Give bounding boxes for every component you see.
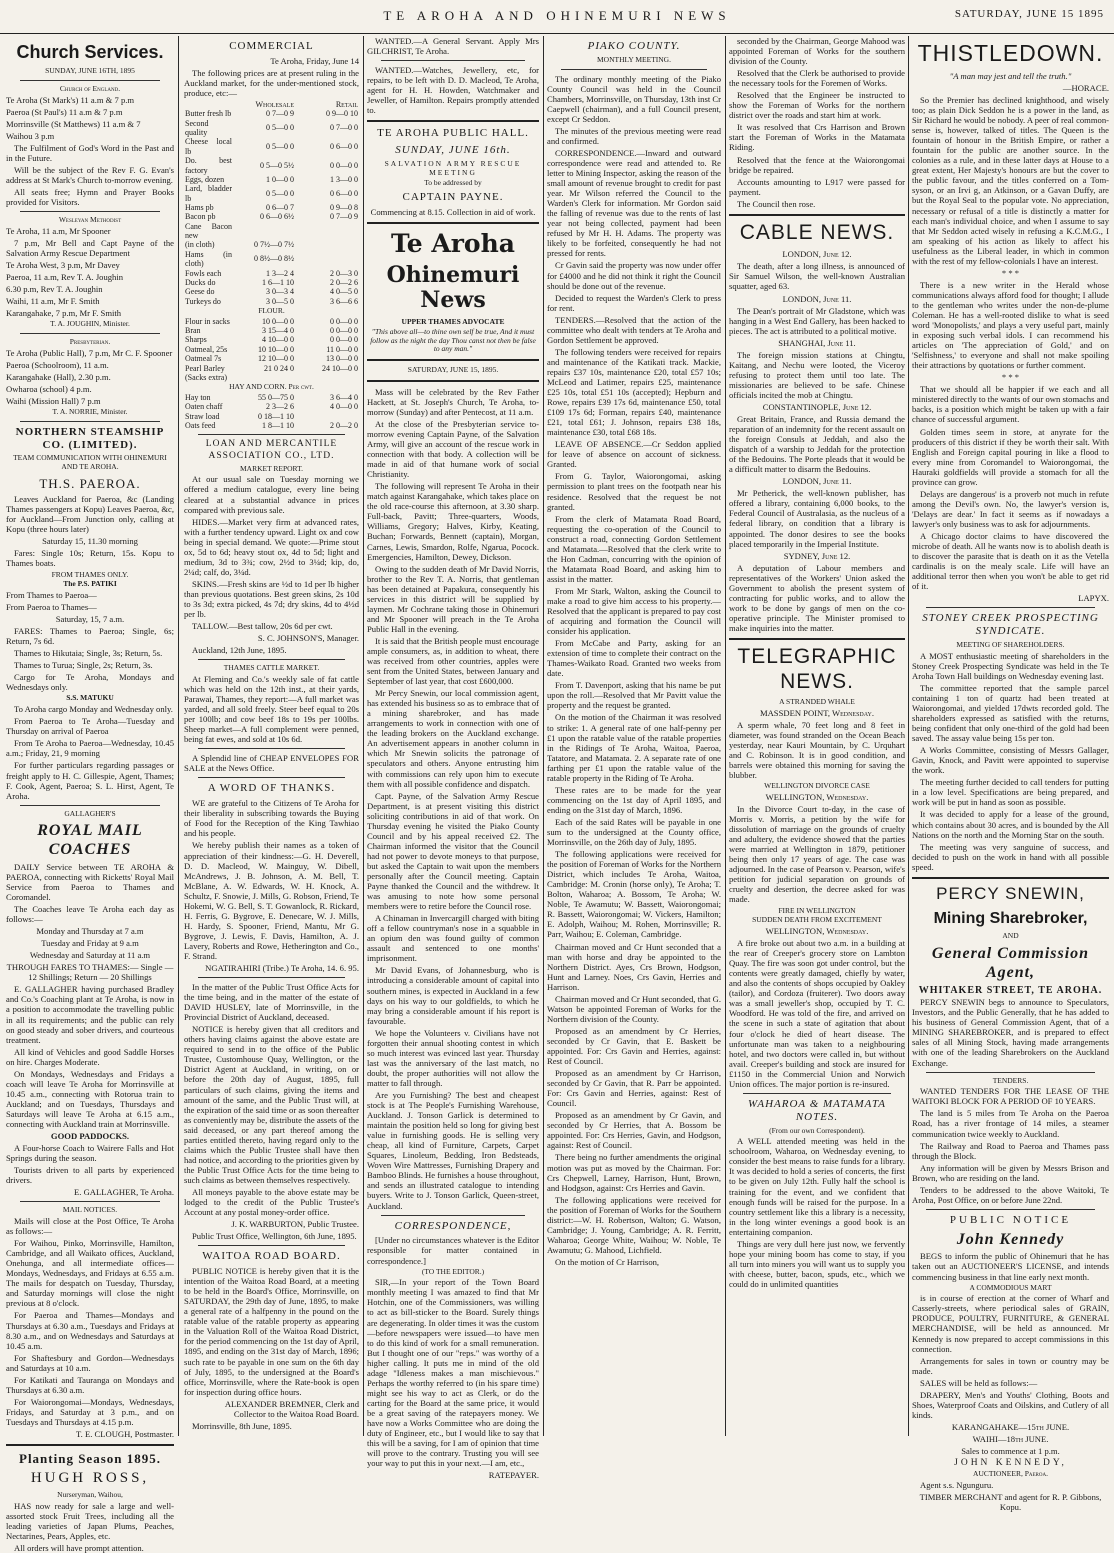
coaches-line: Monday and Thursday at 7 a.m bbox=[36, 926, 144, 937]
matuku-line: From Paeroa to Te Aroha—Tuesday and Thursday on arrival of Paeroa bbox=[6, 716, 174, 737]
nameplate-motto: "This above all—to thine own self be true, And it must follow as the night the day Thou canst not then be false to any man." bbox=[370, 326, 536, 354]
service-line: Paeroa (St Paul's) 11 a.m & 7 p.m bbox=[6, 106, 123, 117]
tenders-heading: TENDERS. bbox=[992, 1075, 1029, 1085]
thanks-heading: A WORD OF THANKS. bbox=[207, 782, 336, 795]
mail-sign: T. E. CLOUGH, Postmaster. bbox=[76, 1429, 174, 1439]
service-line: Waihi, 11 a.m, Mr F. Smith bbox=[6, 296, 100, 307]
editorial-para: Mr David Evans, of Johannesburg, who is introducing a considerable amount of capital into southern mines, is expected in Auckland in a few days on his way to our goldfields, to which he may bring a considerable amount if his report is favourable. bbox=[367, 965, 539, 1026]
stoney-para: The committee reported that the sample parcel containing 1 ton of quartz had been treated at Waiorongomai, and yielded 17dwts recorded gold. The shareholders expressed as satisfied with the returns, being confident that only one-third of the gold had been saved. The assay value being 15s per ton. bbox=[912, 682, 1109, 744]
cable-text: The death, after a long illness, is announced of Sir Samuel Wilson, the well-known Australian squatter, aged 63. bbox=[729, 261, 905, 292]
piako-para: It was resolved that Crs Harrison and Brown start the Foreman of Works in the Matamata Riding. bbox=[729, 122, 905, 153]
gallagher-name: GALLAGHER'S bbox=[64, 808, 116, 818]
column-rule bbox=[543, 36, 544, 1436]
editorial-para: Mr Percy Snewin, our local commission agent, has extended his business so as to embrace that of a mining sharebroker, and has made arrangements to work in connection with one of the leading brokers on the Auckland exchange. An advertisement appears in another column in which Mr Snewin solicits the patronage of speculators and others. Anyone entrusting him with commissions can rely upon him to execute them with all possible confidence and dispatch. bbox=[367, 688, 539, 789]
piako-para: On the motion of Cr Harrison, bbox=[555, 1256, 660, 1267]
hugh-ross-heading: HUGH ROSS, bbox=[30, 1470, 150, 1487]
service-line: Paeroa, 11 a.m, Rev T. A. Joughin bbox=[6, 272, 124, 282]
cable-heading: CABLE NEWS. bbox=[739, 220, 895, 244]
presby-heading: Presbyterian. bbox=[69, 336, 111, 346]
price-row: Bran 3 15—4 0 0 0—0 0 bbox=[185, 326, 358, 336]
fire-dateline: WELLINGTON, Wednesday. bbox=[765, 926, 869, 937]
envelopes-ad: A Splendid line of CHEAP ENVELOPES FOR SALE at the News Office. bbox=[184, 753, 359, 774]
price-row: Straw load 0 18—1 10 bbox=[185, 411, 294, 421]
coaches-line: All kind of Vehicles and good Saddle Horses on hire. Charges Moderate. bbox=[6, 1046, 174, 1067]
price-row: Geese do 3 0—3 4 4 0—5 0 bbox=[185, 287, 358, 297]
steamship-team: TEAM COMMUNICATION WITH OHINEMURI AND TE AROHA. bbox=[13, 453, 167, 472]
coaches-line: DAILY Service between TE AROHA & PAEROA, connecting with Ricketts' Royal Mail Service from Paeroa to Thames and Coromandel. bbox=[6, 861, 174, 902]
public-notice-heading: PUBLIC NOTICE bbox=[949, 1213, 1072, 1226]
hugh-ross-line: HAS now ready for sale a large and well-assorted stock Fruit Trees, including all the leading varieties of Japan Plums, Peaches, Nectarines, Pears, Apples, etc. bbox=[6, 1500, 174, 1541]
piako-para: Resolved that the Engineer be instructed to show the Foreman of Works for the northern district over the roads and start him at work. bbox=[729, 90, 905, 121]
cable-dateline: SYDNEY, June 12. bbox=[783, 550, 851, 561]
patiki-line: From Paeroa to Thames— bbox=[6, 602, 97, 613]
piako-para: Resolved that the Clerk be authorised to provide the necessary tools for the Foremen of Works. bbox=[729, 68, 905, 89]
notice-text: All moneys payable to the above estate may be lodged to the credit of the Public Trustee's Account at any postal money-order office. bbox=[184, 1187, 359, 1218]
hugh-ross-sub: Nurseryman, Waihou, bbox=[57, 1489, 123, 1499]
service-line: The Fulfilment of God's Word in the Past and in the Future. bbox=[6, 142, 174, 163]
mail-line: For Shaftesbury and Gordon—Wednesdays and Saturdays at 10 a.m. bbox=[6, 1352, 174, 1373]
thistledown-sign: LAPYX. bbox=[1078, 593, 1109, 604]
steamship-vessel: TH.S. PAEROA. bbox=[39, 475, 141, 491]
nameplate-date: SATURDAY, JUNE 15, 1895. bbox=[407, 365, 499, 375]
tenders-line: The Railway and Road to Paeroa and Thames pass through the Block. bbox=[912, 1140, 1109, 1161]
patiki-line: FARES: Thames to Paeroa; Single, 6s; Return, 7s 6d. bbox=[6, 626, 174, 647]
editorial-para: Capt. Payne, of the Salvation Army Rescue Department, is at present visiting this district soliciting contributions in aid of that work. On Thursday evening he visited the Piako County Council and by his appeal received £2. The Chairman informed the visitor that the Council had not power to devote moneys to that purpose, but asked the Captain to wait upon the members personally after the Council meeting. Captain Payne thanked the Council and the withdrew. It was amusing to note how some personal members were to retire before the Council rose. bbox=[367, 790, 539, 912]
patiki-vessel: The P.S. PATIKI bbox=[63, 579, 117, 589]
price-row: (Sacks extra) bbox=[185, 372, 227, 382]
whale-text: A sperm whale, 70 feet long and 8 feet in diameter, was found stranded on the Ocean Beach yesterday, near Kauri Mountain, by C. Urquhart and C. Robinson. It is in good condition, and barrels were obtained this morning for saving the blubber. bbox=[729, 719, 905, 781]
piako-para: Proposed as an amendment by Cr Herries, seconded by Cr Gavin, that E. Baskett be appointed. For: Crs Gavin and Herries, against: Rest of Council. bbox=[547, 1025, 721, 1067]
cofe-heading: Church of England. bbox=[59, 83, 121, 93]
jk-name: John Kennedy bbox=[956, 1230, 1065, 1248]
correspondence-sign: RATEPAYER. bbox=[488, 1470, 539, 1481]
thanks-sign: NGATIRAHIRI (Tribe.) Te Aroha, 14. 6. 95. bbox=[205, 963, 359, 974]
sales-date: WAIHI—18th JUNE. bbox=[972, 1433, 1049, 1444]
column-6: THISTLEDOWN. "A man may jest and tell the truth." —HORACE. So the Premier has declined knighthood, and wisely too; as plain Dick Seddon he is a power in the land, as Sir Richard he would be nobody. A peer of real common-sense is, however, talked of titles. The Queen is the fountain of honour in the British Empire, or rather a fountain for the public are another source. In the colonies as a rule, and in these latter days at House to a great extent, Her Majesty's honours are but the cover to the public favour, and the titles conferred on a Tom-syson, or an Irvi g, an Atkinson, or a Gavan Duffy, are but the Royal Seal to the popular vote. No appreciation, necessary or refusal of a title is distinctly a matter for each man's individual choice, and when I assume to say that Mr Seddon acted wisely in refusing a K.C.M.G., I am speaking of his action as likely to affect his usefulness as the Liberal leader, in which in common with the rest of my fellow-colonials I have an interest. * * * There is a new writer in the Herald whose communications always afford food for thought; I allude to the gentleman who writes under the non-de-plume Coleman. He has a well-rooted dislike to what is seed word 'Monopolists,' and plays a very useful part, mainly in exposing such verbal idols. I can recommend his articles on 'The appreciation of Gold,' and on 'Selfishness,' to everyone and shall not make spoiling their attractions by quotations or further comment. * * * That we should all be happier if we each and all ministered directly to the wants of our own stomachs and backs, is a position which might be taken up with a fair chance of successful argument. Golden times seem in store, at anyrate for the producers of this district if they be worth their salt. With English and Foreign capital pouring in like a flood to every mine from Coromandel to Waiorongomai, the Hauraki goldfields will provide a stomach for all the province can grow. Delays are dangerous' is a proverb not much in refute among the Devil's own. No, the lawyer's version is, 'Delays are dear.' In fact it seems as if nowadays a lawyer's only business was to ask for adjournments. A Chicago doctor claims to have discovered the microbe of death. All he wants now is to abolish death is to discover the parasite that is death on it as the Vetella cardinalis is on the mealy scale. Life will have an additional terror then when you won't be able to get rid of it. LAPYX. STONEY CREEK PROSPECTING SYNDICATE. MEETING OF SHAREHOLDERS. A MOST enthusiastic meeting of shareholders in the Stoney Creek Prospecting Syndicate was held in the Te Aroha Town Hall buildings on Wednesday evening last. The committee reported that the sample parcel containing 1 ton of quartz had been treated at Waiorongomai, and yielded 17dwts recorded gold. The shareholders expressed as satisfied with the returns, being confident that only one-third of the gold had been saved. The assay value being 15s per ton. A Works Committee, consisting of Messrs Gallager, Gavin, Knock, and Pavitt were appointed to supervise the work. The meeting further decided to call tenders for putting in a low level. Specifications are being prepared, and work will be put in hand as soon as possible. It was decided to apply for a lease of the ground, which contains about 30 acres, and is bounded by the All Nations on the north and the Morning Star on the south. The meeting was very sanguine of success, and decided to push on the work in hand with all possible speed. PERCY SNEWIN, Mining Sharebroker, AND General Commission Agent, WHITAKER STREET, TE AROHA. PERCY SNEWIN begs to announce to Speculators, Investors, and the Public Generally, that he has added to his business of General Commission Agent, that of a MINING SHAREBROKER, and is prepared to effect sales of all Mining Stock, having made arrangements with one of the leading Sharebrokers on the Auckland Exchange. TENDERS. WANTED TENDERS FOR THE LEASE OF THE WAITOKI BLOCK FOR A PERIOD OF 10 YEARS. The land is 5 miles from Te Aroha on the Paeroa Road, has a river frontage of 14 miles, a steamer communication twice weekly to Auckland. The Railway and Road to Paeroa and Thames pass through the Block. Any information will be given by Messrs Brison and Brown, who are residing on the land. Tenders to be addressed to the above Waitoki, Te Aroha, Post Office, on or before June 22nd. PUBLIC NOTICE John Kennedy BEGS to inform the public of Ohinemuri that he has taken out an AUCTIONEER'S LICENSE, and intends commencing business in that line early next month. A COMMODIOUS MART is in course of erection at the corner of Wharf and Casserly-streets, where periodical sales of GRAIN, PRODUCE, POULTRY, FURNITURE, & GENERAL MERCHANDISE, will be held as announced. Mr Kennedy is now prepared to accept commissions in this connection. Arrangements for sales in town or country may be made. SALES will be held as follows:— DRAPERY, Men's and Youths' Clothing, Boots and Shoes, Waterproof Coats and Oilskins, and Cutlery of all kinds. KARANGAHAKE—15th JUNE. WAIHI—18th JUNE. Sales to commence at 1 p.m. JOHN KENNEDY, AUCTIONEER, Paeroa. Agent s.s. Ngunguru. TIMBER MERCHANT and agent for R. P. Gibbons, Kopu. bbox=[912, 40, 1109, 1513]
coaches-line: A Four-horse Coach to Wairere Falls and Hot Springs during the season. bbox=[6, 1143, 174, 1164]
matuku-heading: S.S. MATUKU bbox=[66, 693, 114, 703]
thistledown-quote: "A man may jest and tell the truth." bbox=[949, 70, 1072, 81]
cable-dateline: SHANGHAI, June 11. bbox=[778, 337, 856, 348]
percy-title-2: General Commission Agent, bbox=[931, 945, 1090, 981]
coaches-line: E. GALLAGHER having purchased Bradley and Co.'s Coaching plant at Te Aroha, is now in a position to accommodate the travelling public in all its requirements; and the public can rely on good steady and sober drivers, and courteous treatment. bbox=[6, 984, 174, 1045]
coaches-line: Tuesday and Friday at 9 a.m bbox=[41, 938, 139, 949]
thistledown-para: Delays are dangerous' is a proverb not much in refute among the Devil's own. No, the lawyer's version is, 'Delays are dear.' In fact it seems as if nowadays a lawyer's only business was to ask for adjournments. bbox=[912, 488, 1109, 529]
market-line: HIDES.—Market very firm at advanced rates, with a further tendency upward. Light ox and cow being in special demand. We quote:—Prime stout ox, 5d to 6d; heavy stout ox, 4d to 5d; light and medium, 3d to 3¾; cow, 2½d to 3¼d; kip, do, 2¼d; calf, do, 3¼d. bbox=[184, 516, 359, 577]
hugh-ross-line: All orders will have prompt attention. bbox=[14, 1542, 144, 1553]
coaches-line: Tourists driven to all parts by experienced drivers. bbox=[6, 1165, 174, 1186]
column-5 bbox=[729, 36, 905, 1436]
loan-heading: LOAN AND MERCANTILE ASSOCIATION CO., LTD. bbox=[205, 439, 338, 461]
patiki-line: Cargo for Te Aroha, Mondays and Wednesdays only. bbox=[6, 672, 174, 693]
matuku-line: From Te Aroha to Paeroa—Wednesday, 10.45 a.m.; Friday, 21, 9 morning bbox=[6, 738, 174, 759]
salvation-heading: SALVATION ARMY RESCUE MEETING bbox=[384, 159, 522, 177]
column-rule bbox=[725, 36, 726, 1436]
cable-text: A deputation of Labour members and representatives of the Workers' Union asked the Government to abolish the present system of contracting for public works, and to allow the work to be done by gangs of men on the co-operative principle. The Minister promised to make inquiries into the matter. bbox=[729, 562, 905, 633]
jk-sign: JOHN KENNEDY, bbox=[954, 1458, 1067, 1469]
tenders-line: Tenders to be addressed to the above Waitoki, Te Aroha, Post Office, on or before June 22nd. bbox=[912, 1184, 1109, 1205]
price-row: Second quality 0 5—0 0 0 7—0 0 bbox=[185, 118, 358, 138]
service-line: Te Aroha (St Mark's) 11 a.m & 7 p.m bbox=[6, 94, 135, 105]
column-4 bbox=[547, 36, 721, 1436]
mail-line: Mails will close at the Post Office, Te Aroha as follows:— bbox=[6, 1216, 174, 1237]
thistledown-para: So the Premier has declined knighthood, and wisely too; as plain Dick Seddon he is a power in the land, as Sir Richard he would be nobody. A peer of real common-sense is, however, talked of titles. The Queen is the fountain of honour in the British Empire, or rather a fountain for the public are another source. In the colonies as a rule, and in these latter days at House to a great extent, Her Majesty's honours are but the cover to the public favour, and the titles conferred on a Tom-syson, or an Irvi g, an Atkinson, or a Gavan Duffy, are but the Royal Seal to the popular vote. No appreciation, necessary or refusal of a title is distinctly a matter for each man's individual choice, and when I assume to say that Mr Seddon acted wisely in refusing a K.C.M.G., I am speaking of his action as likely to affect his usefulness as the Liberal leader, in which in common with the rest of my fellow-colonials I have an interest. bbox=[912, 95, 1109, 266]
correspondence-heading: CORRESPONDENCE, bbox=[394, 1219, 512, 1232]
thistledown-para: That we should all be happier if we each and all ministered directly to the wants of our own stomachs and backs, is a position which might be taken up with a fair chance of successful argument. bbox=[912, 384, 1109, 425]
stoney-para: A Works Committee, consisting of Messrs Gallager, Gavin, Knock, and Pavitt were appointed to supervise the work. bbox=[912, 745, 1109, 776]
tenders-text: WANTED TENDERS FOR THE LEASE OF THE WAITOKI BLOCK FOR A PERIOD OF 10 YEARS. bbox=[912, 1086, 1109, 1107]
service-line: 7 p.m, Mr Bell and Capt Payne of the Salvation Army Rescue Department bbox=[6, 237, 174, 258]
sales-date: KARANGAHAKE—15th JUNE. bbox=[951, 1421, 1070, 1432]
piako-para: Accounts amounting to L917 were passed for payment. bbox=[729, 176, 905, 197]
service-line: Te Aroha (Public Hall), 7 p.m, Mr C. F. Spooner bbox=[6, 347, 173, 358]
editorial-para: The following will represent Te Aroha in their match against Karangahake, which takes place on the old race-course this afternoon, at 3.30 sharp. Full-back, Pavitt; Three-quarters, Woods, Williams, Gregory; Halves, Kirby, Keating, Buchan; Forwards, Bennett (captain), Morgan, Carnes, Lewis, Smardon, Rolfe, Ngarua, Pocock. Emergencies, Hamilton, Dewey, Dickson. bbox=[367, 481, 539, 562]
percy-title: Mining Sharebroker, bbox=[933, 909, 1088, 927]
market-sign: S. C. JOHNSON'S, Manager. bbox=[257, 633, 359, 644]
wesleyan-minister: T. A. JOUGHIN, Minister. bbox=[50, 319, 130, 329]
piako-report bbox=[547, 74, 721, 1267]
presby-minister: T. A. NORRIE, Minister. bbox=[52, 406, 128, 416]
price-row: Hams (in cloth) 0 8½—0 8½ bbox=[185, 249, 294, 269]
piako-para: Proposed as an amendment by Cr Harrison, seconded by Cr Gavin, that R. Parr be appointed. For: Crs Gavin and Herries, against: Rest of Council. bbox=[547, 1068, 721, 1109]
cable-dateline: CONSTANTINOPLE, June 12. bbox=[762, 401, 872, 412]
price-row: Do. best factory 0 5—0 5½ 0 0—0 0 bbox=[185, 156, 358, 175]
stoney-heading: STONEY CREEK PROSPECTING SYNDICATE. bbox=[922, 612, 1099, 638]
thistledown-para: A Chicago doctor claims to have discovered the microbe of death. All he wants now is to abolish death is to discover the parasite that is death on it as the Vetella cardinalis is on the mealy scale. Life will have an additional terror then when you won't be able to get rid of it. bbox=[912, 530, 1109, 592]
service-line: Karangahake (Hall), 2.30 p.m. bbox=[6, 371, 111, 382]
fire-text: A fire broke out about two a.m. in a building at the rear of Creeper's grocery store on Lambton Quay. The fire was soon got under control, but the contents were greatly damaged, chiefly by water, and also the contents of shops occupied by Oakley (tailor), and Cordoza (fruiterer). Two doors away was a small jeweller's shop, occupied by T. C. Woodford. He was told of the fire, and arrived on the scene in such a state of agitation that about four o'clock he died of heart disease. The unfortunate man was taken to a neighbouring hotel, and two doctors were called in, but without avail. Creeper's building and stock are insured for £1150 in the Commercial Union and Norwich Union offices. The major portion is re-insured. bbox=[729, 938, 905, 1089]
price-row: Cheese local lb 0 5—0 0 0 6—0 0 bbox=[185, 137, 358, 156]
commercial-heading: COMMERCIAL bbox=[229, 40, 314, 52]
waharoa-sub: (From our own Correspondent). bbox=[769, 1125, 865, 1135]
nameplate-ohinemuri: Ohinemuri News bbox=[386, 261, 520, 314]
mail-line: For Katikati and Tauranga on Mondays and Thursdays at 6.30 a.m. bbox=[6, 1374, 174, 1395]
service-line: Karangahake, 7 p.m, Mr F. Smith bbox=[6, 308, 122, 319]
cable-dateline: LONDON, June 12. bbox=[782, 249, 852, 260]
piako-para: The minutes of the previous meeting were read and confirmed. bbox=[547, 125, 721, 146]
mail-line: For Waiorongomai—Mondays, Wednesdays, Fridays, and Saturday at 3 p.m., and on Tuesdays and Thursdays at 4.15 p.m. bbox=[6, 1396, 174, 1427]
coaches-line: The Coaches leave Te Aroha each day as follows:— bbox=[6, 904, 174, 925]
commercial-dateline: Te Aroha, Friday, June 14 bbox=[270, 55, 359, 66]
divorce-text: In the Divorce Court to-day, in the case of Morris v. Morris, a petition by the wife for dissolution of marriage on the grounds of cruelty and adultery, the evidence showed that the parties were married at Wellington in 1879, petitioner being then only 17 years of age. The case was adjourned. In the case of Pearson v. Pearson, wife's petition for judicial separation on grounds of cruelty and desertion, the decree asked for was made. bbox=[729, 804, 905, 905]
price-row: Sharps 4 10—0 0 0 0—0 0 bbox=[185, 335, 358, 345]
piako-para: On the motion of the Chairman it was resolved to strike: 1. A general rate of one half-penny per £1 upon the ratable value of the ratable properties in the Ridings of Te Aroha, Waitoa, Paeroa, Tatatore, and Matamata. 2. A separate rate of one farthing per £1 upon the ratable value of the ratable property in the Riding of Te Aroha. bbox=[547, 712, 721, 783]
editorial-para: It is said that the British people must encourage ample consumers, as, in addition to wheat, there was received from other countries, apples were sent from the United States, between January and September of last year, that cost £600,000. bbox=[367, 635, 539, 687]
piako-para: The Council then rose. bbox=[737, 198, 816, 209]
price-row: (in cloth) 0 7½—0 7½ bbox=[185, 240, 294, 250]
piako-para: From T. Davenport, asking that his name be put upon the roll.—Resolved that Mr Pavitt value the property and the request be granted. bbox=[547, 680, 721, 711]
sales-text: SALES will be held as follows:— bbox=[920, 1377, 1038, 1388]
wanted-ad: WANTED.—Watches, Jewellery, etc, for repairs, to be left with D. D. Macleod, Te Aroha, agent for H. H. Howden, Watchmaker and Jeweller, of Hamilton. Repairs promptly attended to. bbox=[367, 65, 539, 116]
thanks-line: WE are grateful to the Citizens of Te Aroha for their liberality in subscribing towards the Buying of Food for the Reception of the King Tawhiao and his people. bbox=[184, 798, 359, 839]
mail-line: For Paeroa and Thames—Mondays and Thursdays at 6.30 a.m., Tuesdays and Fridays at 8.30 a.m., and on Wednesdays and Saturdays at 10.45 a.m. bbox=[6, 1310, 174, 1351]
planting-heading: Planting Season 1895. bbox=[19, 1451, 161, 1467]
coaches-line: THROUGH FARES TO THAMES:— Single — 12 Shillings; Return — 20 Shillings bbox=[6, 962, 174, 983]
piako-heading: PIAKO COUNTY. bbox=[587, 40, 681, 52]
service-line: All seats free; Hymn and Prayer Books provided for Visitors. bbox=[6, 186, 174, 207]
correspondence-letter: SIR,—In your report of the Town Board monthly meeting I was amazed to find that Mr Hotchin, one of the Commissioners, was willing to act as bill-sticker to the Board. Surely things are degenerating. In older times it was the custom—before newspapers were issued—to have men to do this kind of work for a small remuneration. But I thought one of our "reps." was worthy of a higher calling. It puts me in mind of the old adage "Idleness makes a man mischievous." Perhaps the worthy referred to (in his spare time) might see his way to act as Clerk, or do the carting for the Board at the same price, it would be a great saving of the ratepayers money. We have now a Works Committee who are doing the duty of Engineer, etc., but I would like to say that this will be a saving, for I am of opinion that time will prove to the contrary. Trusting you will see your way to put this in your next.—I am, etc., bbox=[367, 1277, 539, 1469]
salvation-speaker: CAPTAIN PAYNE. bbox=[402, 191, 504, 204]
column-1 bbox=[6, 36, 174, 1553]
cable-text: The foreign mission stations at Chingtu, Kaitang, and Nechu were looted, the Viceroy refusing to protect them until too late. The missionaries are believed to be safe. Chinese officials incited the mob at Chingtu. bbox=[729, 349, 905, 400]
column-rule bbox=[363, 36, 364, 1436]
cable-items bbox=[729, 249, 905, 633]
waitoa-date: Morrinsville, 8th June, 1895. bbox=[192, 1420, 292, 1431]
divorce-heading: WELLINGTON DIVORCE CASE bbox=[764, 781, 870, 791]
nameplate-te-aroha: Te Aroha bbox=[391, 229, 515, 259]
cable-dateline: LONDON, June 11. bbox=[782, 476, 852, 487]
whale-heading: A STRANDED WHALE bbox=[779, 697, 855, 707]
piako-para: These rates are to be made for the year commencing on the 1st day of April 1895, and ending on the 31st day of March, 1896. bbox=[547, 784, 721, 815]
stoney-para: The meeting further decided to call tenders for putting in a low level. Specifications are being prepared, and work will be put in hand as soon as possible. bbox=[912, 777, 1109, 808]
patiki-heading: FROM THAMES ONLY. bbox=[51, 569, 129, 579]
piako-para: The following applications were received for the position of Foreman of Works for the Northern District, which includes Te Aroha, Waitoa, Cambridge: M. Cronin (horse only), Te Aroha; T. Bolton, Waharoa; A. Bossom, Te Aroha; W. Noble, Te Awamutu; W. Bassett, Waiorongomai; R. Bassett, Waiorongomai; W. Vickers, Hamilton; E. Adolph, Waihou; M. Rohen, Morrinsville; R. Parr, Waihou; E. Coleman, Cambridge. bbox=[547, 849, 721, 940]
price-row: Hams pb 0 6—0 7 0 9—0 8 bbox=[185, 203, 358, 212]
stoney-para: It was decided to apply for a lease of the ground, which contains about 30 acres, and is bounded by the All Nations on the north and the Morning Star on the south. bbox=[912, 809, 1109, 840]
service-line: Te Aroha, 11 a.m, Mr Spooner bbox=[6, 225, 111, 236]
cable-text: Great Britain, France, and Russia demand the reparation of an indemnity for the recent assault on the foreign Consuls at Jeddah, and also the dispatch of a warship to Jeddah for the protection of the Bedouins. The Porte pleads that it would be a difficult matter to disarm the Bedouins. bbox=[729, 414, 905, 475]
service-line: Morrinsville (St Matthews) 11 a.m & 7 bbox=[6, 118, 141, 129]
timber-ad: TIMBER MERCHANT and agent for R. P. Gibbons, Kopu. bbox=[919, 1491, 1102, 1513]
editorial-para: Are you Furnishing? The best and cheapest stock is at The People's Furnishing Warehouse, Auckland. J. Tonson Garlick is determined to maintain the position held so long for giving best value in furnishing goods. He is selling very cheap, all kind of Furniture, Carpets, Carpet Squares, Linoleum, Bedding, Iron Bedsteads, Woven Wire Mattresses, Furnishing Drapery and Bamboo Blinds. He furnishes a house throughout, and sends an illustrated catalogue to intending buyers. Write to J. Tonson Garlick, Queen-street, Auckland. bbox=[367, 1089, 539, 1211]
price-row: Oatmeal 7s 12 10—0 0 13 0—0 0 bbox=[185, 354, 358, 364]
waitoa-heading: WAITOA ROAD BOARD. bbox=[202, 1250, 341, 1263]
price-row: Cane Bacon new bbox=[185, 221, 232, 241]
notice-text: NOTICE is hereby given that all creditors and others having claims against the above estate are required to send in to the office of the Public Trustee, Customhouse Quay, Wellington, or the District Agent at Auckland, in writing, on or before the 20th day of August, 1895, full particulars of such claims, giving the items and amount of the same, and the Public Trust will, at the expiration of the said time or as soon thereafter as conveniently may be, distribute the assets of the said deceased, or any part thereof among the parties entitled thereto, having regard only to the claims which the Public Trustee shall have then had notice, and according to the priorities given by the Public Trust Office Acts for the time being to such claims as between themselves respectively. bbox=[184, 1024, 359, 1185]
mail-line: For Waihou, Pinko, Morrinsville, Hamilton, Cambridge, and all Waikato offices, Auckland, Onehunga, and all intermediate offices—Mondays, Wednesdays, and Fridays at 6.55 a.m. The mails for despatch on Tuesday, Thursday, and Saturday mornings will close the night previous at 8 o'clock. bbox=[6, 1238, 174, 1309]
trust-text: In the matter of the Public Trust Office Acts for the time being, and in the matter of the estate of DAVID HUSLEY, late of Morrinsville, in the Provincial District of Auckland, deceased. bbox=[184, 982, 359, 1023]
piako-para: Chairman moved and Cr Hunt seconded that a man with horse and dray be appointed to the Northern District. Ayes, Crs Brown, Hodgson, Hunt and Larney. Noes, Crs Gavin, Herries and Harrison. bbox=[547, 941, 721, 992]
drapery-text: DRAPERY, Men's and Youths' Clothing, Boots and Shoes, Waterproof Coats and Oilskins, and Cutlery of all kinds. bbox=[912, 1389, 1109, 1420]
piako-para: Chairman moved and Cr Hunt seconded, that G. Watson be appointed Foreman of Works for the Northern division of the County. bbox=[547, 993, 721, 1024]
coaches-line: GOOD PADDOCKS. bbox=[50, 1131, 130, 1142]
market-line: At our usual sale on Tuesday morning we offered a medium catalogue, every line being cleared at a substantial advance in prices compared with previous sale. bbox=[184, 474, 359, 515]
waharoa-para: A WELL attended meeting was held in the schoolroom, Waharoa, on Wednesday evening, to consider the best means to raise funds for a library. It was decided to hold a series of concerts, the first to be given on July 12th. Fully half the school is training for the event, and we confident that enough funds will be raised for the purpose. In a country settlement like this a library is a necessity, in the long winter evenings a good book is an entertaining companion. bbox=[729, 1136, 905, 1237]
jk-text: BEGS to inform the public of Ohinemuri that he has taken out an AUCTIONEER'S LICENSE, and intends commencing business in that line early next month. bbox=[912, 1251, 1109, 1282]
patiki-line: From Thames to Paeroa— bbox=[6, 590, 97, 601]
service-line: Paeroa (Schoolroom), 11 a.m. bbox=[6, 359, 109, 370]
piako-para: seconded by the Chairman, George Mahood was appointed Foreman of Works for the southern division of the County. bbox=[729, 36, 905, 67]
price-row: Lard, bladder lb 0 5—0 0 0 6—0 0 bbox=[185, 184, 358, 203]
cattle-text: At Fleming and Co.'s weekly sale of fat cattle which was held on the 12th inst., at their yards, Parawai, Thames, they report:—A full market was yarded, and all sold freely. Steer beef equal to 20s per 100lb; and cow beef 18s to 19s per 100lbs. Sheep market—A full complement were penned, being fat ewes, and sold at 10s 6d. bbox=[184, 673, 359, 745]
cattle-heading: THAMES CATTLE MARKET. bbox=[223, 663, 320, 673]
thistledown-para: There is a new writer in the Herald whose communications always afford food for thought; I allude to the gentleman who writes under the non-de-plume Coleman. He has a well-rooted dislike to what is seed word 'Monopolists,' and plays a very useful part, mainly in exposing such verbal idols. I can recommend his articles on 'The appreciation of Gold,' and on 'Selfishness,' to everyone and shall not make spoiling their attractions by quotations or further comment. bbox=[912, 279, 1109, 371]
percy-name: PERCY SNEWIN, bbox=[936, 883, 1085, 903]
sales-time: Sales to commence at 1 p.m. bbox=[961, 1446, 1060, 1456]
waitoa-sign: ALEXANDER BREMNER, Clerk and Collector to the Waitoa Road Board. bbox=[224, 1398, 359, 1419]
stoney-para: A MOST enthusiastic meeting of shareholders in the Stoney Creek Prospecting Syndicate was held in the Te Aroha Town Hall buildings on Wednesday evening last. bbox=[912, 650, 1109, 681]
price-row: Butter fresh lb 0 7—0 9 0 9—0 10 bbox=[185, 109, 358, 119]
price-table: Wholesale Retail Butter fresh lb 0 7—0 9 0 9—0 10 Second quality 0 5—0 0 0 7—0 0 Cheese local lb 0 5—0 0 0 6—0 0 Do. best factory 0 5—0 5½ 0 0—0 0 Eggs, dozen 1 0—0 0 1 3—0 0 Lard, bladder lb 0 5—0 0 0 6—0 0 Hams pb 0 6—0 7 0 9—0 8 Bacon pb 0 6—0 6½ 0 7—0 9 Cane Bacon new (in cloth) 0 7½—0 7½ Hams (in cloth) 0 8½—0 8½ Fowls each 1 3—2 4 2 0—3 0 Ducks do 1 6—1 10 2 0—2 6 Geese do 3 0—3 4 4 0—5 0 Turkeys do 3 0—5 0 3 6—6 6 bbox=[185, 100, 358, 306]
jk-role: AUCTIONEER, Paeroa. bbox=[973, 1469, 1048, 1479]
market-line: TALLOW.—Best tallow, 20s 6d per cwt. bbox=[192, 621, 333, 632]
cable-text: The Dean's portrait of Mr Gladstone, which was hanging in a West End Gallery, has been hacked to pieces. The act is attributed to a political motive. bbox=[729, 305, 905, 336]
percy-and: AND bbox=[1002, 931, 1019, 941]
jk-agent: Agent s.s. Ngunguru. bbox=[920, 1479, 994, 1490]
piako-para: LEAVE OF ABSENCE.—Cr Seddon applied for leave of absence on account of sickness. Granted. bbox=[547, 439, 721, 470]
mart-heading: A COMMODIOUS MART bbox=[969, 1282, 1052, 1292]
column-2 bbox=[184, 36, 359, 1436]
price-row: Pearl Barley 21 0 24 0 24 10—0 0 bbox=[185, 363, 358, 373]
price-row: Oaten chaff 2 3—2 6 4 0—0 0 bbox=[185, 402, 358, 412]
salvation-by: To be addressed by bbox=[424, 177, 482, 187]
price-row: Fowls each 1 3—2 4 2 0—3 0 bbox=[185, 268, 358, 278]
editorial-para: At the close of the Presbyterian service to-morrow evening Captain Payne, of the Salvation Army, will give an account of the rescue work in connection with that body. A collection will be made in aid of that humane work of social Christianity. bbox=[367, 418, 539, 480]
price-row: Ducks do 1 6—1 10 2 0—2 6 bbox=[185, 277, 358, 287]
stoney-para: The meeting was very sanguine of success, and decided to push on the work in hand with all possible speed. bbox=[912, 841, 1109, 872]
hay-heading: HAY AND CORN. Per cwt. bbox=[229, 382, 314, 392]
nameplate-sub: UPPER THAMES ADVOCATE bbox=[401, 316, 505, 326]
tenders-line: Any information will be given by Messrs Brison and Brown, who are residing on the land. bbox=[912, 1162, 1109, 1183]
editorial-para: Owing to the sudden death of Mr David Norris, brother to the Rev T. A. Norris, that gentleman has been detained at Papakura, consequently his services in this district will be supplied by laymen. Mr Cochrane taking those in Ohinemuri and Mr Spooner will preach in the Te Aroha Public Hall in the evening. bbox=[367, 563, 539, 634]
thistledown-quote-source: —HORACE. bbox=[1062, 82, 1109, 93]
piako-para: Cr Gavin said the property was now under offer for £4000 and he did not think it right the Council should be done out of the revenue. bbox=[547, 260, 721, 291]
price-table bbox=[184, 393, 359, 430]
divorce-dateline: WELLINGTON, Wednesday. bbox=[765, 791, 869, 802]
tenders-line: The land is 5 miles from Te Aroha on the Paeroa Road, has a river frontage of 14 miles, a steamer communication twice weekly to Auckland. bbox=[912, 1108, 1109, 1139]
piako-para: The following applications were received for the position of Foreman of Works for the Southern district:—W. H. Robertson, Walton; G. Watson, Cambridge; J. Young, Cambridge; A. R. Ferritt, Waharoa; George White, Waihou; W. Noble, Te Awamutu; G. Mahood, Lichfield. bbox=[547, 1194, 721, 1255]
piako-sub: MONTHLY MEETING. bbox=[597, 54, 671, 64]
piako-para: Proposed as an amendment by Cr Gavin, and seconded by Cr Herries, that A. Bossom be appointed. For: Crs Herries, Gavin, and Hodgson, against: Rest of Council. bbox=[547, 1110, 721, 1151]
mail-heading: MAIL NOTICES. bbox=[62, 1205, 118, 1215]
matuku-line: To Aroha cargo Monday and Wednesday only. bbox=[14, 704, 173, 715]
church-services-heading: Church Services. bbox=[16, 42, 164, 62]
service-line: Will be the subject of the Rev F. G. Evan's address at St Mark's Church to-morrow evening. bbox=[6, 164, 174, 185]
hall-heading: TE AROHA PUBLIC HALL. bbox=[377, 127, 529, 140]
steamship-company: NORTHERN STEAMSHIP CO. (LIMITED). bbox=[15, 425, 165, 451]
piako-para: The following tenders were received for repairs and maintenance of the Katikati track. Mackie, repairs £37 10s, maintenance £20, total £57 10s; McLeod and Latimer, repairs £25, maintenance £25 10s, total £51 10s (accepted); Hepburn and Rowe, repairs £39 17s 6d, maintenance £50, total £109 17s 6d; Forman, repairs £40, maintenance £21, total £61; J. Johnson, repairs £38 18s, maintenance £30, total £68 18s. bbox=[547, 346, 721, 438]
editorial-para: A Chinaman in Invercargill charged with biting off a fellow countryman's nose in a squabble in an opium den was found guilty of common assault and sentenced to one months' imprisonment. bbox=[367, 913, 539, 964]
piako-para: Each of the said Rates will be payable in one sum to the undersigned at the County office, Morrinsville, on the 26th day of July, 1895. bbox=[547, 816, 721, 848]
cable-dateline: LONDON, June 11. bbox=[782, 293, 852, 304]
coaches-heading: ROYAL MAIL COACHES bbox=[37, 822, 143, 859]
waitoa-text: PUBLIC NOTICE is hereby given that it is the intention of the Waitoa Road Board, at a meeting to be held in the Board's Office, Morrinsville, on SATURDAY, the 29th day of June, 1895, to make a general rate of a halfpenny in the pound on the ratable value of the ratable property as appearing in the Valuation Roll of the Waitoa Road District, for the period commencing on the 1st day of April, 1895, and ending on the 31st day of March, 1896; such rate to be payable in one sum on the 6th day of July, 1895, to the undersigned at the Board's office, Morrinsville, where the Rate-book is open for inspection during office hours. bbox=[184, 1266, 359, 1397]
piako-para: From G. Taylor, Waiorongomai, asking permission to plant trees on the footpath near his residence. Resolved that the request be not granted. bbox=[547, 471, 721, 512]
service-line: Owharoa (school) 4 p.m. bbox=[6, 383, 92, 394]
piako-para: From McCabe and Party, asking for an extension of time to complete their contract on the Thames-Waikato Road. Granted two weeks from date. bbox=[547, 638, 721, 679]
issue-date: SATURDAY, JUNE 15 1895 bbox=[954, 8, 1104, 20]
price-row: Flour in sacks 10 0—0 0 0 0—0 0 bbox=[185, 316, 358, 326]
thistledown-para: Golden times seem in store, at anyrate for the producers of this district if they be worth their salt. With English and Foreign capital pouring in like a flood to every mine from Coromandel to Waiorongomai, the Hauraki goldfields will provide a stomach for all the province can grow. bbox=[912, 426, 1109, 487]
price-row: Eggs, dozen 1 0—0 0 1 3—0 0 bbox=[185, 174, 358, 184]
price-row: Bacon pb 0 6—0 6½ 0 7—0 9 bbox=[185, 212, 358, 222]
price-row: Oats feed 1 8—1 10 2 0—2 0 bbox=[185, 421, 358, 431]
steamship-line: Saturday 15, 11.30 morning bbox=[42, 536, 138, 547]
piako-para: The ordinary monthly meeting of the Piako County Council was held in the Council Chambers, Morrinsville, on Thursday, 13th inst Cr Caepwell (chairman), and a full Council present, except Cr Seddon. bbox=[547, 73, 721, 124]
thanks-line: We hereby publish their names as a token of appreciation of their kindness:—G. H. Deverell, D. D. Macleod, W. Mainguy, W. Dibell, McAndrews, J. B. Johnson, A. M. Bell, T. McBlane, A. W. Edwards, W. H. Knock, A. Schultz, F. Snowie, J. Mills, G. Robson, Friend, Te Hokemi, W. G. Bell, S. T. Gowanlock, R. Rickard, H. Ferris, G. Bygrove, E. Denecare, W. J. Mills, H. Hardy, S. Spooner, Friend, Mantu, Mr G. Bygrove, J. Lewis, F. Davis, Hamilton, A. J. Lavery, Roberts and Rowe, Hetherington and Co., F. Strand. bbox=[184, 840, 359, 961]
matuku-line: For further particulars regarding passages or freight apply to H. C. Gillespie, Agent, Thames; F. Cook, Agent, Paeroa; S. L. Hirst, Agent, Te Aroha. bbox=[6, 760, 174, 801]
correspondence-disclaimer: [Under no circumstances whatever is the Editor responsible for matter contained in correspondence.] bbox=[367, 1235, 539, 1266]
percy-address: WHITAKER STREET, TE AROHA. bbox=[918, 984, 1103, 996]
steamship-line: Leaves Auckland for Paeroa, &c (Landing Thames passengers at Kopu) Leaves Paeroa, &c, for Auckland—From Junction only, calling at Kopu (three hours later) bbox=[6, 494, 174, 535]
piako-para: Resolved that the fence at the Waiorongomai bridge be repaired. bbox=[729, 154, 905, 175]
market-heading: MARKET REPORT. bbox=[239, 463, 304, 473]
service-line: 6.30 p.m, Rev T. A. Joughin bbox=[6, 284, 103, 295]
piako-para: From Mr Stark, Walton, asking the Council to make a road to give him access to his property.—Resolved that the applicant is prepared to pay cost of acquiring and formation the Council will consider his application. bbox=[547, 585, 721, 637]
steamship-line: Fares: Single 10s; Return, 15s. Kopu to Thames boats. bbox=[6, 548, 174, 569]
patiki-line: Saturday, 15, 7 a.m. bbox=[55, 614, 125, 625]
fire-heading: FIRE IN WELLINGTON bbox=[778, 905, 856, 915]
church-date: SUNDAY, JUNE 16TH, 1895 bbox=[45, 66, 135, 76]
stoney-sub: MEETING OF SHAREHOLDERS. bbox=[956, 640, 1065, 650]
price-row: Oatmeal, 25s 10 10—0 0 11 0—0 0 bbox=[185, 344, 358, 354]
editorial-para: Mass will be celebrated by the Rev Father Hackett, at St. Joseph's Church, Te Aroha, to-morrow (Sunday) and after Pentecost, at 11 a.m. bbox=[367, 386, 539, 417]
column-rule bbox=[178, 36, 179, 1436]
piako-para: TENDERS.—Resolved that the action of the committee who dealt with tenders at Te Aroha and Gordon Settlement be approved. bbox=[547, 314, 721, 345]
coaches-line: E. GALLAGHER, Te Aroha. bbox=[74, 1187, 174, 1198]
piako-report-cont bbox=[729, 36, 905, 209]
wesleyan-heading: Wesleyan Methodist bbox=[58, 215, 122, 225]
correspondence-to: (TO THE EDITOR.) bbox=[421, 1266, 485, 1276]
piako-para: Decided to request the Warden's Clerk to press for rent. bbox=[547, 292, 721, 313]
coaches-line: Wednesday and Saturday at 11 a.m bbox=[29, 950, 151, 961]
cable-text: Mr Petherick, the well-known publisher, has offered a library, containing 6,000 books, to the Federal Council of Australasia, as the nucleus of a federal library, on condition that a library is appointed. The donor desires to see the books placed temporarily in the Imperial Institute. bbox=[729, 488, 905, 549]
telegraphic-heading: TELEGRAPHIC NEWS. bbox=[737, 645, 897, 693]
piako-para: CORRESPONDENCE.—Inward and outward correspondence were read and attended to. Re letter to Mining Inspector, asking the reason of the small amount of revenue brought to credit for past year. Mr Wilson referred the Council to the Warden's Clerk for information. Mr Gordon said the falling of revenue was due to the rents of last year not being collected, payment had been refused by Mr H. H. Adams. The property was likely to be forfeited, consequently he had not pressed for rents. bbox=[547, 147, 721, 259]
percy-text: PERCY SNEWIN begs to announce to Speculators, Investors, and the Public Generally, that he has added to his business of General Commission Agent, that of a MINING SHAREBROKER, and is prepared to effect sales of all Mining Stock, having made arrangements with one of the leading Sharebrokers on the Auckland Exchange. bbox=[912, 997, 1109, 1068]
column-3 bbox=[367, 36, 539, 1481]
mart-text: Arrangements for sales in town or country may be made. bbox=[912, 1355, 1109, 1376]
service-line: Te Aroha West, 3 p.m, Mr Davey bbox=[6, 259, 120, 270]
market-line: SKINS.—Fresh skins are ½d to 1d per lb higher than previous quotations. Best green skins, 2s 10d to 3s 3d; extra picked, 4s 7d; dry skins, 4d to 4½d per lb. bbox=[184, 578, 359, 620]
price-row: Hay ton 55 0—75 0 3 6—4 0 bbox=[185, 393, 358, 402]
price-table bbox=[184, 317, 359, 383]
hall-date: SUNDAY, JUNE 16th. bbox=[395, 144, 511, 157]
piako-para: From the clerk of Matamata Road Board, requesting the co-operation of the Council to construct a road, connecting Gordon Settlement and Matamata.—Resolved that the clerk write to the Hon Cadman, concurring with the opinion of the Matamata Road Board, and asking him to assist in the matter. bbox=[547, 513, 721, 584]
notice-sign: J. K. WARBURTON, Public Trustee. bbox=[231, 1219, 359, 1230]
coaches-line: On Mondays, Wednesdays and Fridays a coach will leave Te Aroha for Morrinsville at 10.45 a.m., connecting with Rotorua train to Auckland; and on Tuesdays, Thursdays and Saturdays will leave Te Aroha at 6.15 a.m., connecting with Auckland train at Morrinsville. bbox=[6, 1068, 174, 1129]
service-line: Waihou 3 p.m bbox=[6, 130, 55, 141]
paper-title: TE AROHA AND OHINEMURI NEWS bbox=[383, 8, 731, 23]
wanted-ad: WANTED.—A General Servant. Apply Mrs GILCHRIST, Te Aroha. bbox=[367, 36, 539, 57]
flour-heading: FLOUR. bbox=[258, 305, 285, 315]
whale-dateline: MASSDEN POINT, Wednesday. bbox=[759, 707, 875, 718]
service-line: Waihi (Mission Hall) 7 p.m bbox=[6, 395, 101, 406]
editorial-para: We hope the Volunteers v. Civilians have not forgotten their annual shooting contest in which so much interest was evinced last year. Thursday last was the anniversary of the last match, no doubt, the proper authorities will not allow the matter to fall through. bbox=[367, 1027, 539, 1088]
salvation-time: Commencing at 8.15. Collection in aid of work. bbox=[370, 207, 536, 218]
fire-sub: SUDDEN DEATH FROM EXCITEMENT bbox=[752, 915, 882, 925]
waharoa-para: Things are very dull here just now, we fervently hope your mining boom has come to stay, if you all turn into miners you will want us to supply you with cheese, butter, bacon, spuds, etc., which we could do in unlimited quantities bbox=[729, 1238, 905, 1289]
market-date: Auckland, 12th June, 1895. bbox=[192, 645, 287, 656]
masthead bbox=[0, 0, 1114, 34]
commercial-intro: The following prices are at present ruling in the Auckland market, for the under-mentioned stock, produce, etc:— bbox=[184, 67, 359, 98]
column-rule bbox=[908, 36, 909, 1436]
patiki-line: Thames to Hikutaia; Single, 3s; Return, 5s. bbox=[14, 648, 163, 659]
mart-text: is in course of erection at the corner of Wharf and Casserly-streets, where periodical sales of GRAIN, PRODUCE, POULTRY, FURNITURE, & GENERAL MERCHANDISE, will be held as announced. Mr Kennedy is now prepared to accept commissions in this connection. bbox=[912, 1293, 1109, 1354]
patiki-line: Thames to Turua; Single, 2s; Return, 3s. bbox=[14, 660, 153, 671]
thistledown-heading: THISTLEDOWN. bbox=[917, 40, 1104, 66]
price-row: Turkeys do 3 0—5 0 3 6—6 6 bbox=[185, 296, 358, 306]
piako-para: There being no further amendments the original motion was put as moved by the Chairman. For: Crs Chepwell, Larney, Harrison, Hunt, Brown, and Hodgson, against: Crs Herries and Gavin. bbox=[547, 1152, 721, 1193]
waharoa-heading: WAHAROA & MATAMATA NOTES. bbox=[747, 1097, 886, 1123]
notice-place: Public Trust Office, Wellington, 6th June, 1895. bbox=[192, 1231, 357, 1242]
